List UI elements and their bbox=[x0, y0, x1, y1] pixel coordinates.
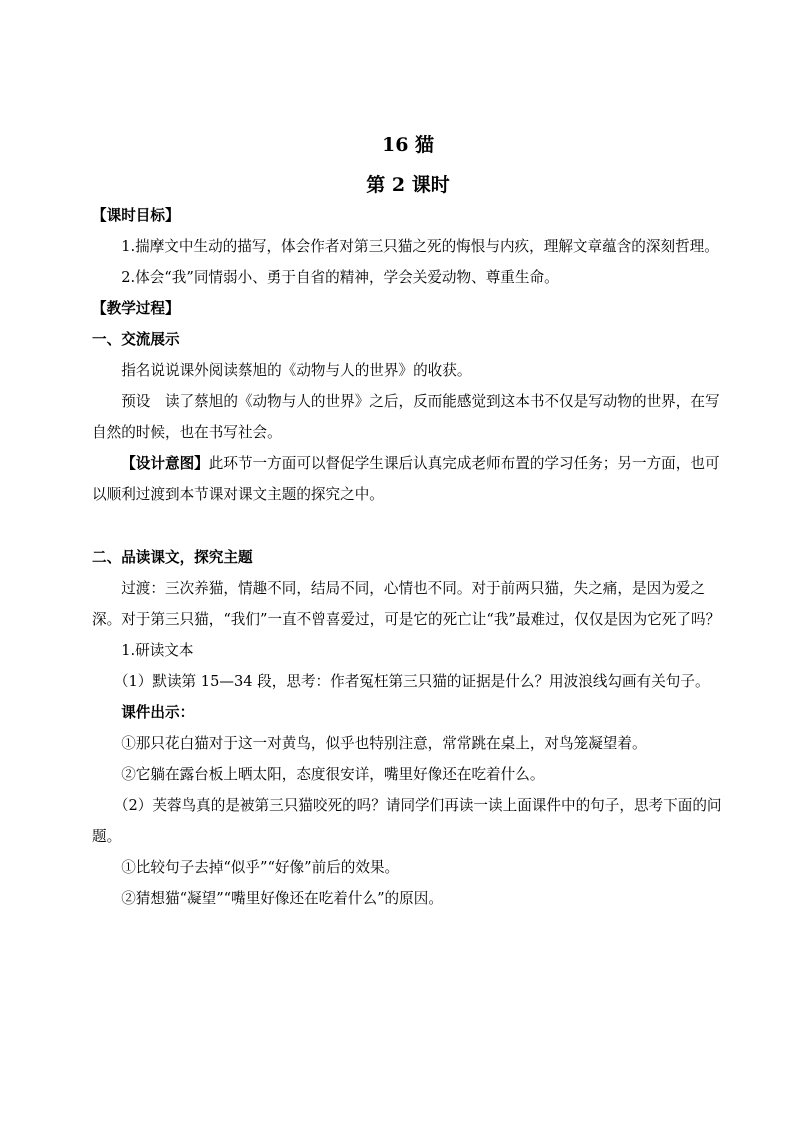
objectives-heading: 【课时目标】 bbox=[92, 207, 180, 224]
section-spacer bbox=[92, 510, 724, 542]
design-intent-text: 此环节一方面可以督促学生课后认真完成老师布置的学习任务；另一方面，也可以顺利过渡到本节课对课文主题的探究之中。 bbox=[92, 455, 720, 503]
question-2: （2）芙蓉鸟真的是被第三只猫咬死的吗？请同学们再读一读上面课件中的句子，思考下面的问题。 bbox=[92, 797, 722, 845]
section-2-transition: 过渡：三次养猫，情趣不同，结局不同，心情也不同。对于前两只猫，失之痛，是因为爱之深。对于第三只猫，“我们”一直不曾喜爱过，可是它的死亡让“我”最难过，仅仅是因为它死了吗？ bbox=[92, 580, 721, 628]
objective-1: 1.揣摩文中生动的描写，体会作者对第三只猫之死的悔恨与内疚，理解文章蕴含的深刻哲理。 bbox=[121, 238, 719, 255]
step-1-heading: 1.研读文本 bbox=[121, 642, 194, 659]
section-1-preset: 预设 读了蔡旭的《动物与人的世界》之后，反而能感觉到这本书不仅是写动物的世界，在写自然的时候，也在书写社会。 bbox=[92, 393, 720, 441]
lesson-title: 16 猫 bbox=[381, 134, 435, 156]
sub-question-2: ②猜想猫“凝望”“嘴里好像还在吃着什么”的原因。 bbox=[121, 890, 443, 907]
design-intent-paragraph bbox=[92, 448, 724, 510]
question-1: （1）默读第 15—34 段，思考：作者冤枉第三只猫的证据是什么？用波浪线勾画有关句子。 bbox=[113, 673, 710, 690]
sub-question-1: ①比较句子去掉“似乎”“好像”前后的效果。 bbox=[121, 859, 400, 876]
design-intent-label: 【设计意图】 bbox=[121, 455, 209, 472]
section-1-paragraph-1: 指名说说课外阅读蔡旭的《动物与人的世界》的收获。 bbox=[121, 362, 472, 379]
lesson-subtitle: 第 2 课时 bbox=[366, 174, 450, 196]
quote-2: ②它躺在露台板上晒太阳，态度很安详，嘴里好像还在吃着什么。 bbox=[121, 766, 545, 783]
section-2-heading: 二、品读课文，探究主题 bbox=[92, 549, 253, 566]
section-1-heading: 一、交流展示 bbox=[92, 331, 180, 348]
quote-1: ①那只花白猫对于这一对黄鸟，似乎也特别注意，常常跳在桌上，对鸟笼凝望着。 bbox=[121, 735, 647, 752]
document-body bbox=[92, 132, 724, 914]
process-heading: 【教学过程】 bbox=[92, 300, 180, 317]
objective-2: 2.体会“我”同情弱小、勇于自省的精神，学会关爱动物、尊重生命。 bbox=[121, 269, 559, 286]
courseware-label: 课件出示： bbox=[121, 704, 195, 721]
